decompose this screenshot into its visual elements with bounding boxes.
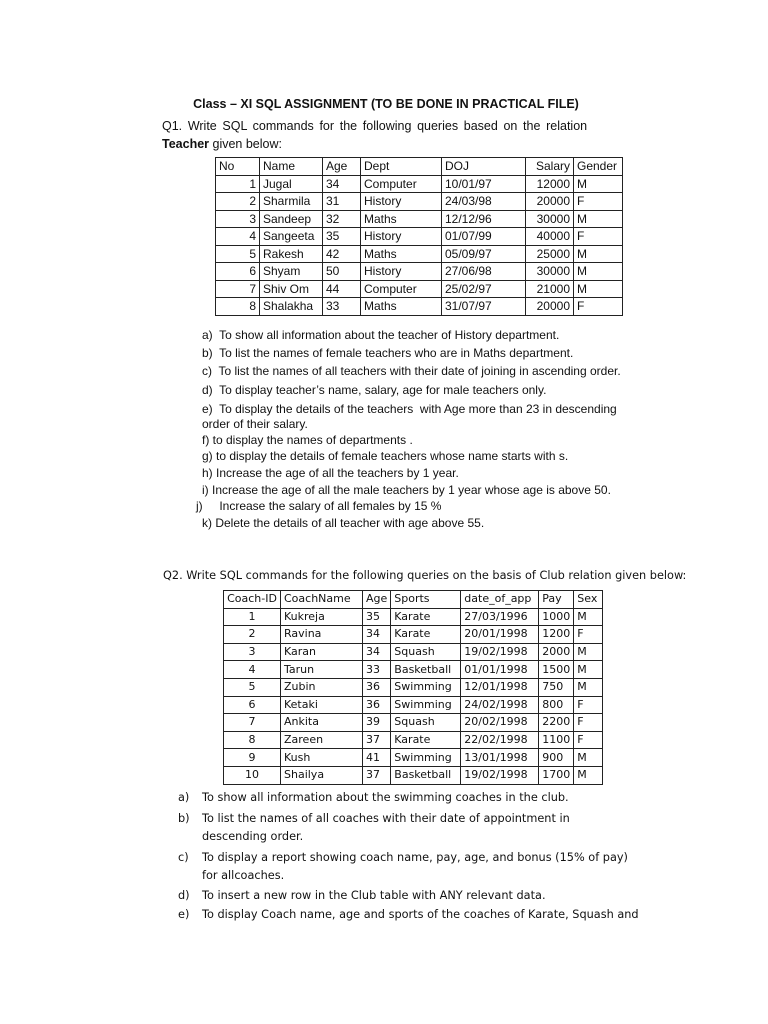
q1-item: b) To list the names of female teachers who are in Maths department. bbox=[202, 346, 574, 360]
table-cell: 34 bbox=[363, 626, 391, 644]
table-cell: 5 bbox=[216, 245, 260, 263]
q1-item: d) To display teacher’s name, salary, age for male teachers only. bbox=[202, 383, 547, 397]
q2-item bbox=[178, 889, 546, 902]
q2-item-label: b) bbox=[178, 812, 190, 825]
table-cell: Swimming bbox=[391, 749, 461, 767]
q1-item: j) Increase the salary of all females by 15 % bbox=[196, 499, 442, 513]
table-cell: Tarun bbox=[281, 661, 363, 679]
table-row bbox=[224, 678, 603, 696]
club-table bbox=[223, 590, 603, 785]
table-cell: 50 bbox=[323, 263, 361, 281]
table-cell: 10/01/97 bbox=[442, 175, 526, 193]
table-cell: 6 bbox=[224, 696, 281, 714]
table-cell: F bbox=[574, 298, 623, 316]
table-cell: 1100 bbox=[539, 731, 574, 749]
table-cell: 31 bbox=[323, 193, 361, 211]
header-cell: Salary bbox=[526, 158, 574, 176]
q1-item: e) To display the details of the teachers with Age more than 23 in descending bbox=[202, 402, 617, 416]
table-cell: 36 bbox=[363, 678, 391, 696]
table-cell: Karate bbox=[391, 608, 461, 626]
table-cell: F bbox=[574, 228, 623, 246]
table-cell: 31/07/97 bbox=[442, 298, 526, 316]
table-cell: 12000 bbox=[526, 175, 574, 193]
table-cell: Kukreja bbox=[281, 608, 363, 626]
q1-item: i) Increase the age of all the male teachers by 1 year whose age is above 50. bbox=[202, 483, 611, 497]
table-cell: Karate bbox=[391, 626, 461, 644]
table-cell: 20000 bbox=[526, 298, 574, 316]
table-cell: Ketaki bbox=[281, 696, 363, 714]
q2-item bbox=[178, 812, 570, 843]
table-cell: 4 bbox=[216, 228, 260, 246]
q2-intro-before: Q2. Write SQL commands for the following queries on the basis of bbox=[163, 569, 540, 582]
table-cell: 20/01/1998 bbox=[461, 626, 539, 644]
header-cell: Pay bbox=[539, 591, 574, 609]
table-cell: 25000 bbox=[526, 245, 574, 263]
q2-item bbox=[178, 851, 628, 882]
table-cell: 34 bbox=[323, 175, 361, 193]
q1-item: order of their salary. bbox=[202, 417, 308, 431]
table-cell: Zubin bbox=[281, 678, 363, 696]
table-cell: 40000 bbox=[526, 228, 574, 246]
table-cell: Shiv Om bbox=[260, 280, 323, 298]
header-cell: No bbox=[216, 158, 260, 176]
table-row bbox=[224, 696, 603, 714]
header-cell: date_of_app bbox=[461, 591, 539, 609]
q1-intro-line1: Q1. Write SQL commands for the following queries based on the relation bbox=[162, 119, 588, 133]
table-row bbox=[224, 608, 603, 626]
table-cell: 800 bbox=[539, 696, 574, 714]
assignment-title: Class – XI SQL ASSIGNMENT (TO BE DONE IN PRACTICAL FILE) bbox=[193, 97, 579, 111]
table-row bbox=[216, 280, 623, 298]
table-cell: 6 bbox=[216, 263, 260, 281]
table-cell: M bbox=[574, 643, 603, 661]
table-cell: F bbox=[574, 626, 603, 644]
q1-item: a) To show all information about the teacher of History department. bbox=[202, 328, 560, 342]
table-cell: F bbox=[574, 714, 603, 732]
q2-item-label: c) bbox=[178, 851, 189, 864]
table-cell: Karan bbox=[281, 643, 363, 661]
table-cell: 20000 bbox=[526, 193, 574, 211]
table-cell: 1 bbox=[216, 175, 260, 193]
q1-item: c) To list the names of all teachers with their date of joining in ascending order. bbox=[202, 364, 621, 378]
table-row bbox=[216, 263, 623, 281]
table-cell: 8 bbox=[224, 731, 281, 749]
table-cell: 27/06/98 bbox=[442, 263, 526, 281]
q2-relation-name: Club bbox=[539, 569, 565, 582]
table-cell: 41 bbox=[363, 749, 391, 767]
table-cell: 37 bbox=[363, 766, 391, 784]
table-cell: M bbox=[574, 749, 603, 767]
table-cell: 12/01/1998 bbox=[461, 678, 539, 696]
table-cell: 37 bbox=[363, 731, 391, 749]
table-cell: 3 bbox=[224, 643, 281, 661]
table-cell: 9 bbox=[224, 749, 281, 767]
table-cell: F bbox=[574, 193, 623, 211]
table-cell: Shalakha bbox=[260, 298, 323, 316]
table-cell: Ankita bbox=[281, 714, 363, 732]
table-cell: 32 bbox=[323, 210, 361, 228]
table-cell: History bbox=[361, 228, 442, 246]
table-cell: 33 bbox=[323, 298, 361, 316]
q2-item bbox=[178, 791, 569, 804]
table-cell: Computer bbox=[361, 175, 442, 193]
header-cell: Coach-ID bbox=[224, 591, 281, 609]
table-cell: History bbox=[361, 193, 442, 211]
table-cell: History bbox=[361, 263, 442, 281]
table-cell: 25/02/97 bbox=[442, 280, 526, 298]
table-cell: M bbox=[574, 263, 623, 281]
q2-item-text: To insert a new row in the Club table with ANY relevant data. bbox=[202, 889, 546, 902]
q2-intro-after: relation given below: bbox=[564, 569, 687, 582]
q2-item bbox=[178, 908, 639, 921]
q1-intro-line2 bbox=[162, 137, 282, 151]
table-cell: 36 bbox=[363, 696, 391, 714]
table-cell: 19/02/1998 bbox=[461, 766, 539, 784]
table-row bbox=[216, 210, 623, 228]
table-cell: Sharmila bbox=[260, 193, 323, 211]
table-cell: 24/03/98 bbox=[442, 193, 526, 211]
table-cell: 30000 bbox=[526, 210, 574, 228]
table-cell: Computer bbox=[361, 280, 442, 298]
table-cell: M bbox=[574, 608, 603, 626]
table-cell: F bbox=[574, 731, 603, 749]
table-cell: Shyam bbox=[260, 263, 323, 281]
table-cell: 01/01/1998 bbox=[461, 661, 539, 679]
table-cell: 2 bbox=[224, 626, 281, 644]
table-row bbox=[224, 731, 603, 749]
q2-item-text: To display a report showing coach name, pay, age, and bonus (15% of pay) bbox=[202, 851, 628, 864]
table-cell: 12/12/96 bbox=[442, 210, 526, 228]
table-cell: M bbox=[574, 280, 623, 298]
table-cell: 21000 bbox=[526, 280, 574, 298]
table-cell: Maths bbox=[361, 245, 442, 263]
table-cell: 19/02/1998 bbox=[461, 643, 539, 661]
table-cell: Karate bbox=[391, 731, 461, 749]
table-cell: 7 bbox=[216, 280, 260, 298]
table-cell: 5 bbox=[224, 678, 281, 696]
table-cell: Swimming bbox=[391, 678, 461, 696]
table-cell: Maths bbox=[361, 210, 442, 228]
table-cell: 900 bbox=[539, 749, 574, 767]
table-row bbox=[224, 714, 603, 732]
table-cell: 1700 bbox=[539, 766, 574, 784]
q1-intro-rest: given below: bbox=[209, 137, 282, 151]
table-cell: 35 bbox=[323, 228, 361, 246]
table-cell: 33 bbox=[363, 661, 391, 679]
table-cell: 05/09/97 bbox=[442, 245, 526, 263]
q1-item: k) Delete the details of all teacher with age above 55. bbox=[202, 516, 485, 530]
table-row bbox=[224, 626, 603, 644]
table-cell: 35 bbox=[363, 608, 391, 626]
table-cell: M bbox=[574, 175, 623, 193]
header-cell: DOJ bbox=[442, 158, 526, 176]
table-cell: M bbox=[574, 210, 623, 228]
table-cell: Sangeeta bbox=[260, 228, 323, 246]
table-cell: 4 bbox=[224, 661, 281, 679]
header-cell: Name bbox=[260, 158, 323, 176]
club-table-header bbox=[224, 591, 603, 609]
table-row bbox=[224, 661, 603, 679]
q2-item-text: descending order. bbox=[202, 830, 304, 843]
table-cell: 750 bbox=[539, 678, 574, 696]
q1-item: f) to display the names of departments . bbox=[202, 433, 413, 447]
q1-item: g) to display the details of female teachers whose name starts with s. bbox=[202, 449, 569, 463]
q2-item-text: To display Coach name, age and sports of the coaches of Karate, Squash and bbox=[202, 908, 639, 921]
table-cell: M bbox=[574, 661, 603, 679]
table-cell: 34 bbox=[363, 643, 391, 661]
table-cell: Swimming bbox=[391, 696, 461, 714]
table-cell: 3 bbox=[216, 210, 260, 228]
table-cell: Rakesh bbox=[260, 245, 323, 263]
table-cell: Shailya bbox=[281, 766, 363, 784]
q2-item-label: d) bbox=[178, 889, 190, 902]
header-cell: CoachName bbox=[281, 591, 363, 609]
table-cell: M bbox=[574, 678, 603, 696]
table-cell: 2200 bbox=[539, 714, 574, 732]
header-cell: Age bbox=[323, 158, 361, 176]
q2-item-label: e) bbox=[178, 908, 190, 921]
table-cell: Basketball bbox=[391, 661, 461, 679]
table-cell: 30000 bbox=[526, 263, 574, 281]
table-cell: 44 bbox=[323, 280, 361, 298]
table-cell: 2 bbox=[216, 193, 260, 211]
table-cell: 39 bbox=[363, 714, 391, 732]
table-cell: Sandeep bbox=[260, 210, 323, 228]
table-cell: F bbox=[574, 696, 603, 714]
table-cell: Ravina bbox=[281, 626, 363, 644]
table-cell: 1200 bbox=[539, 626, 574, 644]
header-cell: Dept bbox=[361, 158, 442, 176]
header-cell: Gender bbox=[574, 158, 623, 176]
teacher-table-header bbox=[216, 158, 623, 176]
table-cell: 7 bbox=[224, 714, 281, 732]
table-row bbox=[216, 175, 623, 193]
q1-item: h) Increase the age of all the teachers by 1 year. bbox=[202, 466, 459, 480]
table-row bbox=[216, 228, 623, 246]
table-cell: 22/02/1998 bbox=[461, 731, 539, 749]
q2-intro bbox=[163, 569, 686, 582]
table-cell: Squash bbox=[391, 714, 461, 732]
table-cell: 01/07/99 bbox=[442, 228, 526, 246]
table-cell: 27/03/1996 bbox=[461, 608, 539, 626]
table-row bbox=[216, 245, 623, 263]
table-cell: Jugal bbox=[260, 175, 323, 193]
q2-item-text: for allcoaches. bbox=[202, 869, 285, 882]
table-row bbox=[224, 766, 603, 784]
header-cell: Age bbox=[363, 591, 391, 609]
table-cell: Kush bbox=[281, 749, 363, 767]
table-cell: Squash bbox=[391, 643, 461, 661]
table-cell: 20/02/1998 bbox=[461, 714, 539, 732]
table-cell: 1 bbox=[224, 608, 281, 626]
table-cell: 8 bbox=[216, 298, 260, 316]
table-cell: 10 bbox=[224, 766, 281, 784]
table-cell: 13/01/1998 bbox=[461, 749, 539, 767]
table-row bbox=[224, 643, 603, 661]
table-cell: 24/02/1998 bbox=[461, 696, 539, 714]
q1-relation-name: Teacher bbox=[162, 137, 210, 151]
q2-item-label: a) bbox=[178, 791, 190, 804]
header-cell: Sports bbox=[391, 591, 461, 609]
table-cell: Maths bbox=[361, 298, 442, 316]
teacher-table bbox=[215, 157, 623, 316]
table-cell: M bbox=[574, 245, 623, 263]
table-cell: Zareen bbox=[281, 731, 363, 749]
header-cell: Sex bbox=[574, 591, 603, 609]
table-cell: M bbox=[574, 766, 603, 784]
table-row bbox=[216, 193, 623, 211]
table-cell: 42 bbox=[323, 245, 361, 263]
table-cell: 2000 bbox=[539, 643, 574, 661]
table-cell: 1500 bbox=[539, 661, 574, 679]
table-row bbox=[216, 298, 623, 316]
q2-item-text: To list the names of all coaches with their date of appointment in bbox=[202, 812, 570, 825]
table-cell: Basketball bbox=[391, 766, 461, 784]
table-row bbox=[224, 749, 603, 767]
table-cell: 1000 bbox=[539, 608, 574, 626]
q2-item-text: To show all information about the swimming coaches in the club. bbox=[202, 791, 569, 804]
